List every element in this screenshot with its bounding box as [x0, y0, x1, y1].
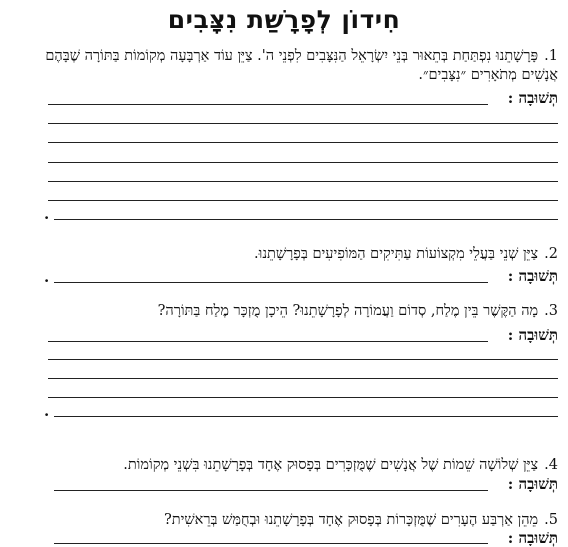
- question-5: [40, 511, 558, 545]
- question-3-text: מָה הַקֶּשֶׁר בֵּין מֶלַח, סְדוֹם וַעֲמוֹרָה לְפָרָשָׁתֵנוּ? הֵיכָן מֻזְכָּר מֶלַח בַּתּוֹרָה?: [157, 303, 539, 319]
- question-3-number: 3.: [544, 303, 558, 319]
- question-3-answer-line[interactable]: [48, 341, 488, 342]
- question-2-answer-label: תְּשׁוּבָה :: [507, 267, 558, 285]
- question-3-answer-line[interactable]: [48, 397, 558, 398]
- question-1-period: .: [44, 205, 50, 223]
- question-2-answer-line[interactable]: [54, 282, 488, 283]
- question-2-period: .: [44, 268, 50, 286]
- question-4-number: 4.: [544, 457, 558, 473]
- question-4: [40, 456, 558, 496]
- question-5-answer-label: תְּשׁוּבָה :: [507, 529, 558, 547]
- question-1-answer-line[interactable]: [48, 200, 558, 201]
- question-4-answer-label: תְּשׁוּבָה :: [507, 475, 558, 493]
- question-1: [40, 47, 558, 225]
- question-3: [40, 302, 558, 427]
- question-3-answer-line[interactable]: [48, 378, 558, 379]
- question-1-text: פָּרָשָׁתֵנוּ נִפְתַּחַת בְּתֵאוּר בְּנֵי יִשְׂרָאֵל הַנִּצָּבִים לִפְנֵי ה'. צַיֵּן עוֹד אַרְבָּעָה מְקוֹמוֹת בַּתּוֹרָה שֶׁבָּהֶם אֲנָשִׁים מְתֹאָרִים ״נִצָּבִים״.: [45, 48, 558, 83]
- question-3-answer-label: תְּשׁוּבָה :: [507, 326, 558, 344]
- question-3-answer-line[interactable]: [54, 416, 558, 417]
- question-1-answer-line[interactable]: [48, 123, 558, 124]
- question-1-answer-line[interactable]: [54, 219, 558, 220]
- question-1-answer-label: תְּשׁוּבָה :: [507, 89, 558, 107]
- question-1-answer-line[interactable]: [48, 162, 558, 163]
- question-5-text: מֵהֵן אַרְבַּע הֶעָרִים שֶׁמֻּזְכָּרוֹת בְּפָסוּק אֶחָד בְּפָרָשָׁתֵנוּ וּבְחֻמַּשׁ בְּרֵאשִׁית?: [164, 512, 539, 528]
- question-1-answer-line[interactable]: [48, 104, 488, 105]
- question-1-answer-line[interactable]: [48, 181, 558, 182]
- question-2-text: צַיֵּן שְׁנֵי בַּעֲלֵי מִקְצוֹעוֹת עַתִּיקִים הַמּוֹפִיעִים בְּפָרָשָׁתֵנוּ.: [254, 246, 539, 262]
- question-3-answer-line[interactable]: [48, 359, 558, 360]
- question-2: [40, 245, 558, 290]
- question-4-answer-line[interactable]: [54, 490, 488, 491]
- page-title: חִידוֹן לְפָרָשַׁת נִצָּבִים: [167, 5, 401, 34]
- question-1-answer-line[interactable]: [48, 142, 558, 143]
- question-1-number: 1.: [544, 48, 558, 64]
- question-2-number: 2.: [544, 246, 558, 262]
- question-3-period: .: [44, 402, 50, 420]
- question-5-answer-line[interactable]: [54, 543, 488, 544]
- question-4-text: צַיֵּן שְׁלוֹשָׁה שֵׁמוֹת שֶׁל אֲנָשִׁים שֶׁמֻּזְכָּרִים בְּפָסוּק אֶחָד בְּפָרָשָׁתֵנוּ בִּשְׁנֵי מְקוֹמוֹת.: [123, 457, 539, 473]
- question-5-number: 5.: [544, 512, 558, 528]
